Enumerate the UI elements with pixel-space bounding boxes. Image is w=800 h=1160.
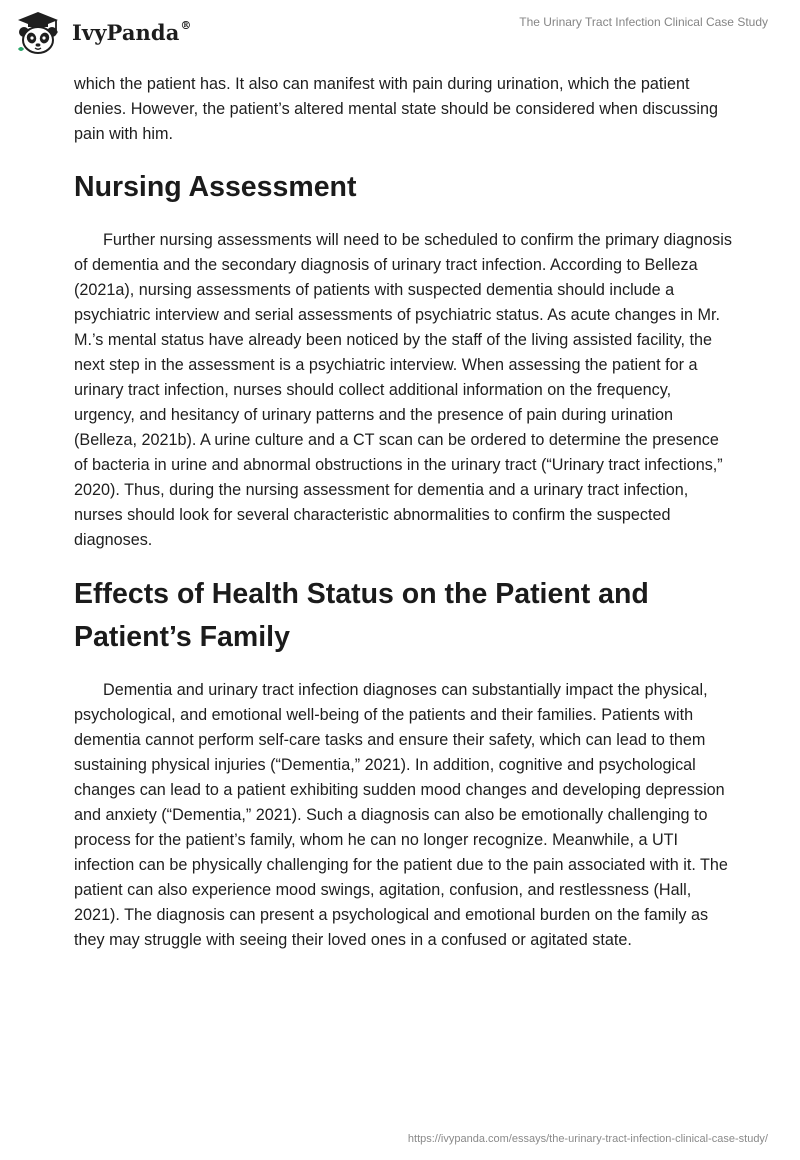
brand-name: IvyPanda xyxy=(72,20,180,45)
panda-graduate-logo-icon[interactable] xyxy=(14,9,62,57)
section-paragraph-nursing-assessment: Further nursing assessments will need to be scheduled to confirm the primary diagnosis of dementia and the secondary diagnosis of urinary tract infection. According to Belleza (2021a), nursing assessments of patients with suspected dementia should include a psychiatric interview and serial assessments of psychiatric status. As acute changes in Mr. M.’s mental status have already been noticed by the staff of the living assisted facility, the next step in the assessment is a psychiatric interview. When assessing the patient for a urinary tract infection, nurses should collect additional information on the frequency, urgency, and hesitancy of urinary patterns and the presence of pain during urination (Belleza, 2021b). A urine culture and a CT scan can be ordered to determine the presence of bacteria in urine and abnormal obstructions in the urinary tract (“Urinary tract infections,” 2020). Thus, during the nursing assessment for dementia and a urinary tract infection, nurses should look for several characteristic abnormalities to confirm the suspected diagnoses. xyxy=(74,231,732,549)
section-heading-effects-of-health-status: Effects of Health Status on the Patient and Patient’s Family xyxy=(74,578,649,653)
section-paragraph-effects-of-health-status: Dementia and urinary tract infection diagnoses can substantially impact the physical, psychological, and emotional well-being of the patients and their families. Patients with dementia cannot perform self-care tasks and ensure their safety, which can lead to them sustaining physical injuries (“Dementia,” 2021). In addition, cognitive and psychological changes can lead to a patient exhibiting sudden mood changes and developing depression and anxiety (“Dementia,” 2021). Such a diagnosis can also be emotionally challenging to process for the patient’s family, whom he can no longer recognize. Meanwhile, a UTI infection can be physically challenging for the patient due to the pain associated with it. The patient can also experience mood swings, agitation, confusion, and restlessness (Hall, 2021). The diagnosis can present a psychological and emotional burden on the family as they may struggle with seeing their loved ones in a confused or agitated state. xyxy=(74,681,728,949)
document-title: The Urinary Tract Infection Clinical Case Study xyxy=(519,15,768,29)
registered-mark: ® xyxy=(180,19,192,32)
brand-logo-text[interactable] xyxy=(72,20,192,45)
intro-paragraph: which the patient has. It also can manifest with pain during urination, which the patient denies. However, the patient’s altered mental state should be considered when discussing pain with him. xyxy=(74,75,718,143)
article-body xyxy=(74,72,734,953)
footer-source-url[interactable]: https://ivypanda.com/essays/the-urinary-tract-infection-clinical-case-study/ xyxy=(407,1133,768,1145)
page-header xyxy=(0,0,800,70)
section-heading-nursing-assessment: Nursing Assessment xyxy=(74,171,357,203)
